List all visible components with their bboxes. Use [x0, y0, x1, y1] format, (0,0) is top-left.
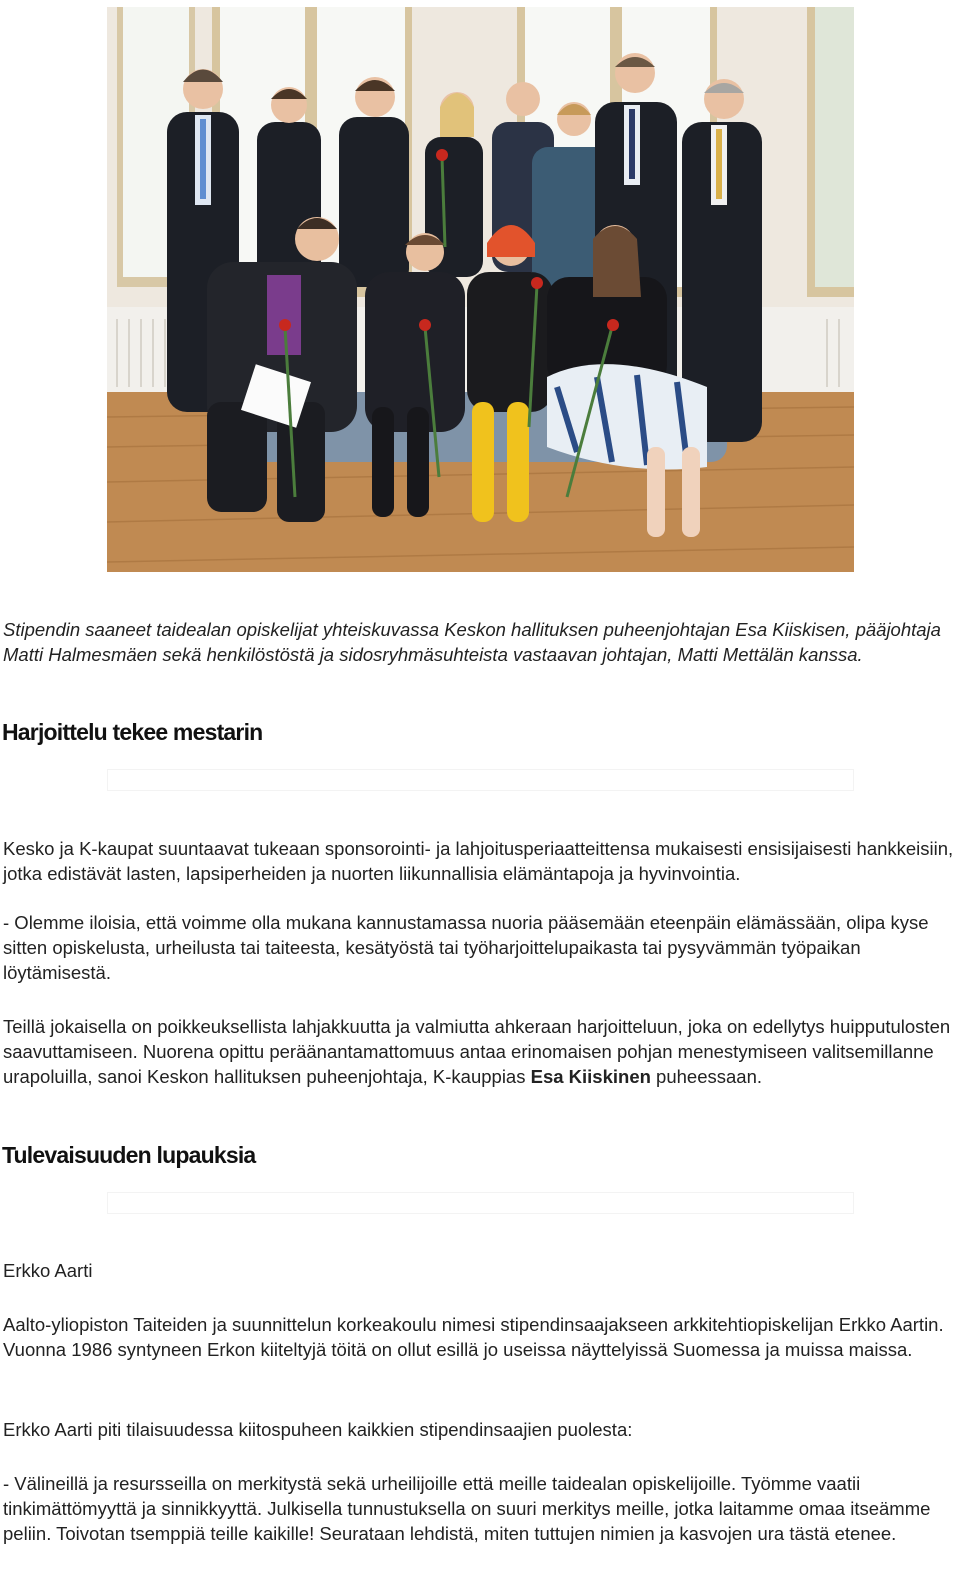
group-photo: [107, 7, 854, 572]
paragraph-sponsorship: Kesko ja K-kaupat suuntaavat tukeaan sponsorointi- ja lahjoitusperiaatteittensa mukaisesti ensisijaisesti hankkeisiin, jotka edistävät lasten, lapsiperheiden ja nuorten liikunnallisia elämäntapoja ja hyvinvointia.: [3, 838, 954, 884]
paragraph-quote-chairman: [3, 1014, 958, 1089]
paragraph-erkko-bio: Aalto-yliopiston Taiteiden ja suunnittelun korkeakoulu nimesi stipendinsaajakseen arkkitehtiopiskelijan Erkko Aartin. Vuonna 1986 syntyneen Erkon kiiteltyjä töitä on ollut esillä jo useissa näyttelyissä Suomessa ja muissa maissa.: [3, 1314, 944, 1360]
embedded-content-placeholder-2: [107, 1192, 854, 1214]
embedded-content-placeholder: [107, 769, 854, 791]
section-heading-future: Tulevaisuuden lupauksia: [2, 1142, 256, 1168]
paragraph-erkko-speech-intro: Erkko Aarti piti tilaisuudessa kiitospuheen kaikkien stipendinsaajien puolesta:: [3, 1419, 633, 1440]
person-name-esa-kiiskinen: Esa Kiiskinen: [530, 1066, 651, 1087]
paragraph-erkko-speech: - Välineillä ja resursseilla on merkitystä sekä urheilijoille että meille taidealan opiskelijoille. Työmme vaatii tinkimättömyyttä ja sinnikkyyttä. Julkisella tunnustuksella on suuri merkitys meille, jotka laitamme omaa itseämme peliin. Toivotan tsemppiä teille kaikille! Seurataan lehdistä, miten tuttujen nimien ja kasvojen ura tästä etenee.: [3, 1473, 931, 1544]
photo-caption: Stipendin saaneet taidealan opiskelijat yhteiskuvassa Keskon hallituksen puheenjohtajan Esa Kiiskisen, pääjohtaja Matti Halmesmäen sekä henkilöstöstä ja sidosryhmäsuhteista vastaavan johtajan, Matti Mettälän kanssa.: [3, 619, 941, 665]
person-name-erkko-aarti: Erkko Aarti: [3, 1260, 93, 1281]
group-photo-illustration: [107, 7, 854, 572]
paragraph-quote-intro: - Olemme iloisia, että voimme olla mukana kannustamassa nuoria pääsemään eteenpäin elämässään, olipa kyse sitten opiskelusta, urheilusta tai taiteesta, kesätyöstä tai työharjoittelupaikasta tai pysyvämmän työpaikan löytämisestä.: [3, 912, 929, 983]
paragraph-text-end: puheessaan.: [650, 1066, 763, 1087]
paragraph-text: Teillä jokaisella on poikkeuksellista lahjakkuutta ja valmiutta ahkeraan harjoitteluun, joka on edellytys huipputulosten saavuttamiseen. Nuorena opittu peräänantamattomuus antaa erinomaisen pohjan menestymiseen valitsemillanne urapoluilla, sanoi Keskon hallituksen puheenjohtaja, K-kauppias: [3, 1016, 951, 1087]
section-heading-practice: Harjoittelu tekee mestarin: [2, 719, 263, 745]
